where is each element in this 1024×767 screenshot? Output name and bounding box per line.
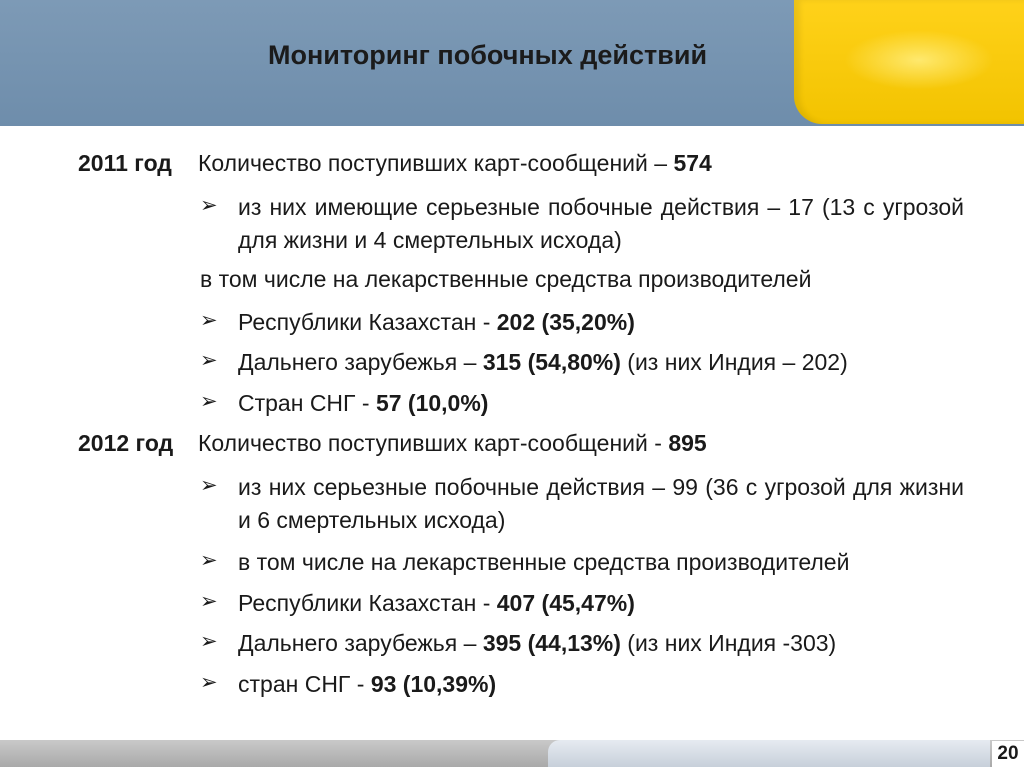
item-value: 202 (35,20%) [496, 309, 635, 335]
bullet-far-abroad-2011 [200, 346, 964, 379]
count-value: 895 [668, 430, 707, 456]
footer-highlight [548, 740, 990, 767]
manufacturers-intro-2012: в том числе на лекарственные средства производителей [238, 549, 850, 575]
item-note: (из них Индия – 202) [620, 349, 848, 375]
serious-text: из них серьезные побочные действия – 99 (36 с угрозой для жизни и 6 смертельных исхода) [238, 474, 964, 533]
item-value: 315 (54,80%) [482, 349, 621, 375]
bullet-serious-2011 [200, 191, 964, 257]
arrow-bullet-icon: ➢ [200, 590, 218, 613]
bullet-serious-2012 [200, 471, 964, 537]
item-note: (из них Индия -303) [620, 630, 837, 656]
arrow-bullet-icon: ➢ [200, 349, 218, 372]
item-value: 395 (44,13%) [482, 630, 621, 656]
item-label: Дальнего зарубежья – [238, 630, 483, 656]
slide-title: Мониторинг побочных действий [268, 40, 708, 70]
item-label: Стран СНГ - [238, 390, 376, 416]
year-label: 2012 год [78, 430, 174, 456]
item-value: 93 (10,39%) [370, 671, 497, 697]
manufacturers-intro-2011: в том числе на лекарственные средства производителей [200, 266, 812, 292]
item-label: Дальнего зарубежья – [238, 349, 483, 375]
arrow-bullet-icon: ➢ [200, 474, 218, 497]
count-text: Количество поступивших карт-сообщений - [198, 430, 669, 456]
item-label: Республики Казахстан - [238, 590, 497, 616]
arrow-bullet-icon: ➢ [200, 671, 218, 694]
count-text: Количество поступивших карт-сообщений – [198, 150, 674, 176]
bullet-kz-2011 [200, 306, 964, 339]
year-2012-line [78, 430, 707, 457]
serious-text: из них имеющие серьезные побочные действия – 17 (13 с угрозой для жизни и 4 смертельных исхода) [238, 194, 964, 253]
bullet-cis-2011 [200, 387, 964, 420]
item-value: 407 (45,47%) [496, 590, 635, 616]
arrow-bullet-icon: ➢ [200, 549, 218, 572]
page-number: 20 [992, 741, 1024, 767]
bullet-far-abroad-2012 [200, 627, 964, 660]
arrow-bullet-icon: ➢ [200, 194, 218, 217]
bullet-manufacturers-2012 [200, 546, 964, 579]
year-label: 2011 год [78, 150, 172, 176]
arrow-bullet-icon: ➢ [200, 390, 218, 413]
count-value: 574 [673, 150, 712, 176]
item-value: 57 (10,0%) [375, 390, 489, 416]
arrow-bullet-icon: ➢ [200, 630, 218, 653]
bullet-kz-2012 [200, 587, 964, 620]
item-label: стран СНГ - [238, 671, 371, 697]
bullet-cis-2012 [200, 668, 964, 701]
year-2011-line [78, 150, 712, 177]
item-label: Республики Казахстан - [238, 309, 497, 335]
arrow-bullet-icon: ➢ [200, 309, 218, 332]
